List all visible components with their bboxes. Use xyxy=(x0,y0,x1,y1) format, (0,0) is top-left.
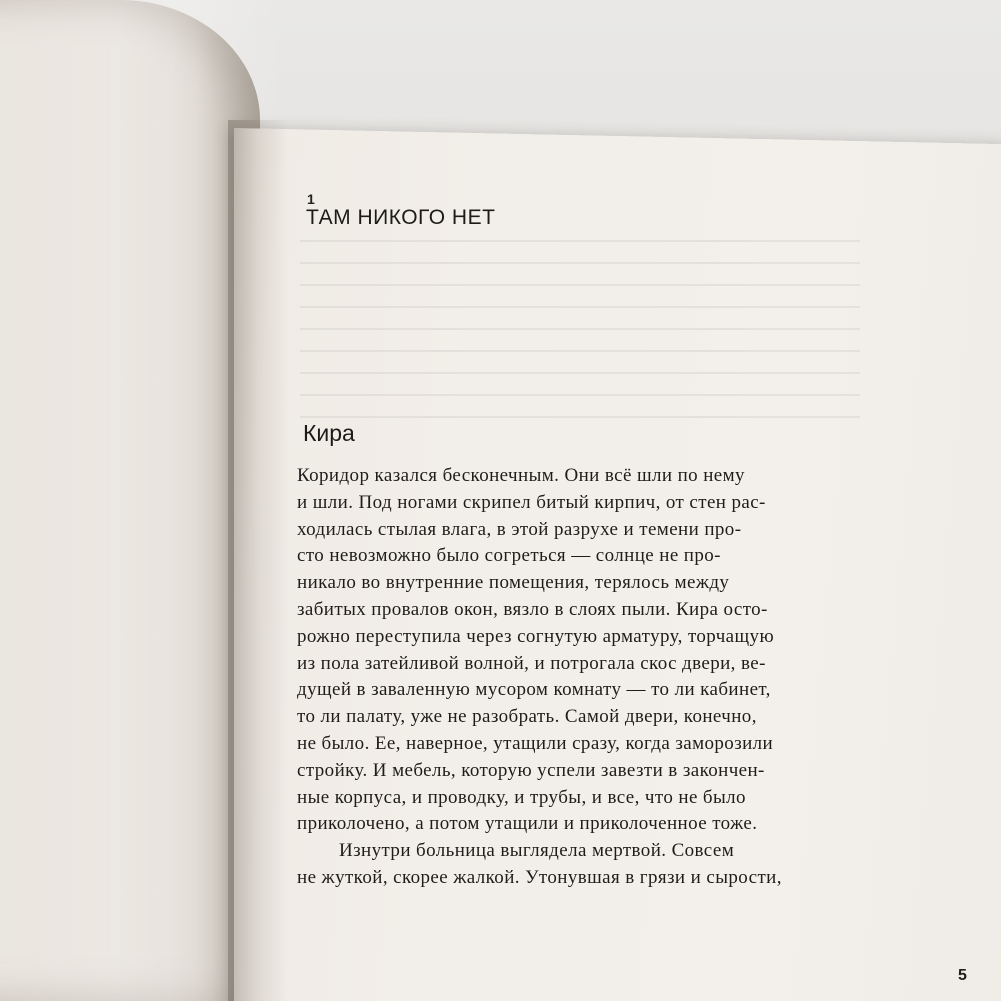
left-page xyxy=(0,0,260,1001)
text-line: стройку. И мебель, которую успели завезти в закончен- xyxy=(297,759,765,781)
page-number: 5 xyxy=(958,967,967,984)
book-gutter xyxy=(228,120,288,1001)
text-line: не было. Ее, наверное, утащили сразу, когда заморозили xyxy=(297,732,774,754)
body-text xyxy=(297,463,957,892)
text-line: дущей в заваленную мусором комнату — то ли кабинет, xyxy=(297,679,771,701)
text-line: то ли палату, уже не разобрать. Самой двери, конечно, xyxy=(297,706,757,728)
text-line: и шли. Под ногами скрипел битый кирпич, от стен рас- xyxy=(297,491,766,513)
text-line: ходилась стылая влага, в этой разрухе и темени про- xyxy=(297,518,742,540)
text-line: не жуткой, скорее жалкой. Утонувшая в грязи и сырости, xyxy=(297,866,782,888)
text-line: из пола затейливой волной, и потрогала скос двери, ве- xyxy=(297,652,766,674)
text-line: Коридор казался бесконечным. Они всё шли по нему xyxy=(297,465,745,486)
chapter-title: ТАМ НИКОГО НЕТ xyxy=(306,206,496,229)
chapter-number: 1 xyxy=(307,191,315,207)
text-line: забитых провалов окон, вязло в слоях пыли. Кира осто- xyxy=(297,598,768,620)
text-line: никало во внутренние помещения, терялось между xyxy=(297,572,730,594)
text-line: приколочено, а потом утащили и приколоченное тоже. xyxy=(297,813,758,835)
text-line: ные корпуса, и проводку, и трубы, и все, что не было xyxy=(297,786,746,808)
text-line: рожно переступила через согнутую арматуру, торчащую xyxy=(297,625,775,647)
text-line: Изнутри больница выглядела мертвой. Совсем xyxy=(339,840,735,862)
section-heading: Кира xyxy=(303,420,355,446)
text-line: сто невозможно было согреться — солнце не про- xyxy=(297,545,721,567)
